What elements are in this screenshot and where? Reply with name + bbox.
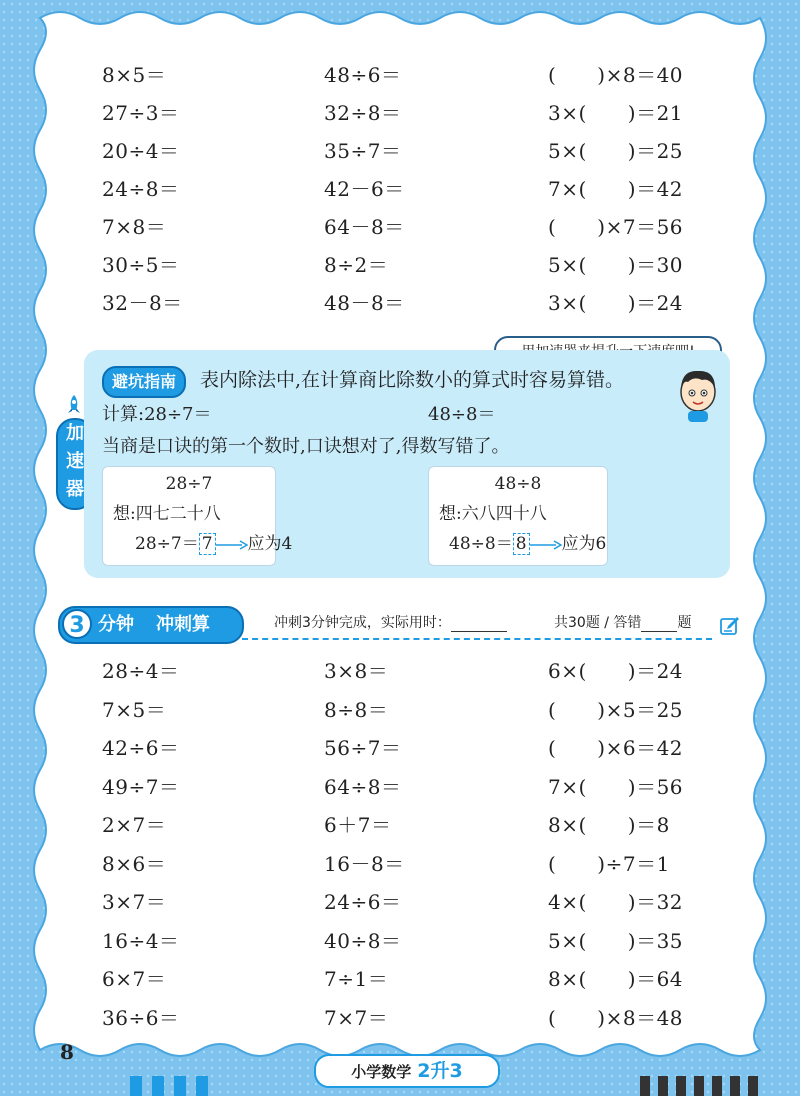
example-result xyxy=(135,531,307,557)
calc-second: 48÷8＝ xyxy=(428,404,496,425)
exercise-problem[interactable]: 48÷6＝ xyxy=(324,63,402,87)
exercise-problem[interactable]: 28÷4＝ xyxy=(102,659,180,683)
exercise-problem[interactable]: 3×( )＝24 xyxy=(548,291,684,315)
tip-explanation: 当商是口诀的第一个数时,口诀想对了,得数写错了。 xyxy=(102,436,510,457)
exercise-problem[interactable]: ( )×6＝42 xyxy=(548,736,684,760)
exercise-problem[interactable]: 48－8＝ xyxy=(324,291,405,315)
accelerator-char: 加 xyxy=(66,423,84,444)
book-grade: 2升3 xyxy=(417,1060,463,1082)
exercise-problem[interactable]: 8×6＝ xyxy=(102,851,167,876)
exercise-problem[interactable]: 2×7＝ xyxy=(102,813,167,837)
exercise-problem[interactable]: 7×5＝ xyxy=(102,697,167,722)
section-number: 3 xyxy=(62,609,92,639)
exercise-row xyxy=(40,770,760,804)
time-label xyxy=(274,610,507,636)
count-label-text: 共30题 / 答错 xyxy=(554,615,642,631)
tip-text: 表内除法中,在计算商比除数小的算式时容易算错。 xyxy=(200,369,625,391)
exercise-problem[interactable]: ( )×7＝56 xyxy=(548,215,684,239)
example-result xyxy=(449,531,627,557)
exercise-problem[interactable]: ( )÷7＝1 xyxy=(548,851,670,876)
exercise-row xyxy=(40,924,760,958)
arrow-right-icon xyxy=(530,539,562,551)
exercise-row xyxy=(40,134,760,168)
section-title xyxy=(58,606,244,644)
exercise-problem[interactable]: 7×( )＝42 xyxy=(548,177,684,201)
exercise-row xyxy=(40,210,760,244)
exercise-problem[interactable]: 32－8＝ xyxy=(102,291,183,315)
exercise-problem[interactable]: 3×( )＝21 xyxy=(548,101,684,125)
exercise-row xyxy=(40,58,760,92)
section-divider xyxy=(242,638,712,640)
rocket-icon xyxy=(64,394,84,416)
exercise-problem[interactable]: 8×5＝ xyxy=(102,63,167,87)
exercise-problem[interactable]: 20÷4＝ xyxy=(102,139,180,163)
cartoon-boy-icon xyxy=(672,366,724,422)
tip-box xyxy=(84,350,730,578)
exercise-row xyxy=(40,1001,760,1035)
example-card xyxy=(102,466,293,566)
example-correction: 应为4 xyxy=(247,534,293,554)
exercise-problem[interactable]: 5×( )＝30 xyxy=(548,253,684,277)
count-suffix: 题 xyxy=(677,615,692,631)
exercise-problem[interactable]: 7÷1＝ xyxy=(324,967,389,991)
exercise-problem[interactable]: 64－8＝ xyxy=(324,215,405,239)
exercise-problem[interactable]: 40÷8＝ xyxy=(324,928,402,953)
exercise-row xyxy=(40,847,760,881)
exercise-problem[interactable]: 49÷7＝ xyxy=(102,774,180,799)
example-expression: 28÷7 xyxy=(165,474,213,494)
exercise-row xyxy=(40,286,760,320)
exercise-problem[interactable]: 3×8＝ xyxy=(324,659,389,683)
exercise-row xyxy=(40,885,760,919)
book-subject: 小学数学 xyxy=(351,1063,412,1081)
example-correction: 应为6 xyxy=(561,534,607,554)
exercise-problem[interactable]: 5×( )＝25 xyxy=(548,139,684,163)
exercise-problem[interactable]: 6×7＝ xyxy=(102,967,167,991)
exercise-problem[interactable]: 7×7＝ xyxy=(324,1005,389,1030)
exercise-problem[interactable]: 35÷7＝ xyxy=(324,139,402,163)
page-number: 8 xyxy=(60,1040,74,1064)
example-wrong-answer: 7 xyxy=(199,533,216,555)
exercise-row xyxy=(40,962,760,996)
pencil-edit-icon xyxy=(720,616,740,636)
decorative-bars-right xyxy=(640,1072,770,1096)
exercise-problem[interactable]: ( )×5＝25 xyxy=(548,697,684,722)
exercise-problem[interactable]: ( )×8＝48 xyxy=(548,1005,684,1030)
exercise-row xyxy=(40,693,760,727)
exercise-problem[interactable]: 4×( )＝32 xyxy=(548,890,684,914)
section-title-b: 冲刺算 xyxy=(156,614,210,635)
section-header xyxy=(58,606,740,642)
exercise-problem[interactable]: 27÷3＝ xyxy=(102,101,180,125)
exercise-problem[interactable]: 7×( )＝56 xyxy=(548,774,684,799)
exercise-problem[interactable]: 8×( )＝64 xyxy=(548,967,684,991)
exercise-problem[interactable]: 64÷8＝ xyxy=(324,774,402,799)
exercise-row xyxy=(40,731,760,765)
time-blank[interactable] xyxy=(451,615,507,632)
exercise-problem[interactable]: 8×( )＝8 xyxy=(548,813,670,837)
example-think: 想:六八四十八 xyxy=(439,504,547,524)
example-expression: 48÷8 xyxy=(494,474,542,494)
exercise-problem[interactable]: 24÷8＝ xyxy=(102,177,180,201)
exercise-problem[interactable]: 8÷8＝ xyxy=(324,697,389,722)
exercise-row xyxy=(40,654,760,688)
book-title xyxy=(314,1054,500,1088)
arrow-right-icon xyxy=(216,539,248,551)
decorative-bars-left xyxy=(130,1072,250,1096)
example-result-prefix: 28÷7＝ xyxy=(135,534,199,554)
exercise-problem[interactable]: 16÷4＝ xyxy=(102,928,180,953)
exercise-row xyxy=(40,96,760,130)
wrong-count-blank[interactable] xyxy=(641,615,677,632)
accelerator-char: 速 xyxy=(66,451,84,472)
calc-label: 计算:28÷7＝ xyxy=(102,404,212,425)
exercise-problem[interactable]: 7×8＝ xyxy=(102,215,167,239)
example-wrong-answer: 8 xyxy=(513,533,530,555)
section-title-a: 分钟 xyxy=(98,614,134,635)
example-result-prefix: 48÷8＝ xyxy=(449,534,513,554)
example-card xyxy=(428,466,608,566)
exercise-problem[interactable]: 42－6＝ xyxy=(324,177,405,201)
exercise-problem[interactable]: ( )×8＝40 xyxy=(548,63,684,87)
exercise-problem[interactable]: 8÷2＝ xyxy=(324,253,389,277)
exercise-row xyxy=(40,248,760,282)
exercise-row xyxy=(40,808,760,842)
accelerator-char: 器 xyxy=(66,479,84,500)
exercise-problem[interactable]: 32÷8＝ xyxy=(324,101,402,125)
exercise-row xyxy=(40,172,760,206)
exercise-problem[interactable]: 30÷5＝ xyxy=(102,253,180,277)
exercise-problem[interactable]: 36÷6＝ xyxy=(102,1005,180,1030)
exercise-problem[interactable]: 24÷6＝ xyxy=(324,890,402,914)
example-think: 想:四七二十八 xyxy=(113,504,221,524)
exercise-problem[interactable]: 3×7＝ xyxy=(102,890,167,914)
exercise-problem[interactable]: 16－8＝ xyxy=(324,851,405,876)
exercise-problem[interactable]: 6＋7＝ xyxy=(324,813,392,837)
count-label xyxy=(554,610,691,636)
exercise-problem[interactable]: 56÷7＝ xyxy=(324,736,402,760)
time-label-text: 冲刺3分钟完成，实际用时： xyxy=(274,615,451,631)
exercise-problem[interactable]: 42÷6＝ xyxy=(102,736,180,760)
exercise-problem[interactable]: 5×( )＝35 xyxy=(548,928,684,953)
exercise-problem[interactable]: 6×( )＝24 xyxy=(548,659,684,683)
tip-badge: 避坑指南 xyxy=(102,366,186,398)
